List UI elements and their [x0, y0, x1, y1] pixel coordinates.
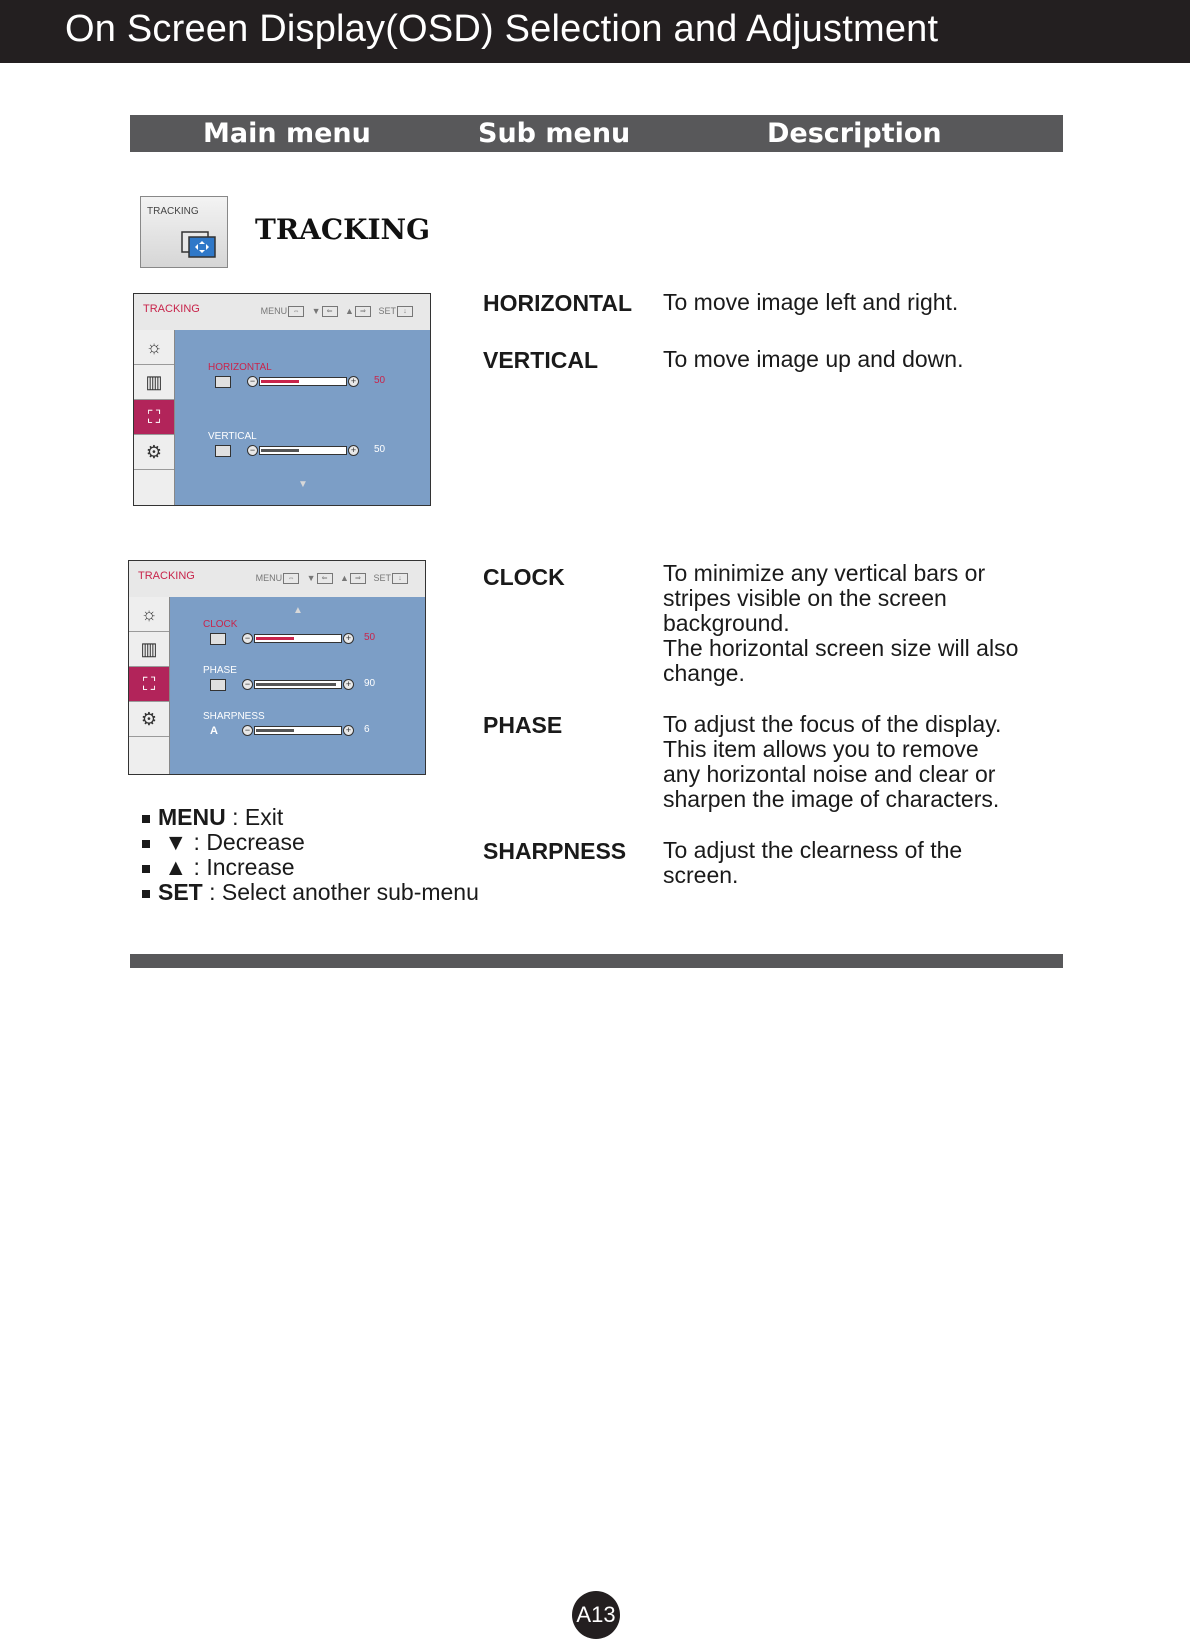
osd-sidebar [134, 330, 175, 505]
osd-item-label: PHASE [203, 665, 237, 676]
osd-menu-key: MENU [255, 573, 283, 583]
setup-gear-icon: ⚙ [129, 702, 169, 737]
osd-topbar [134, 294, 430, 331]
page-number: A13 [572, 1591, 620, 1639]
slider-fill [256, 683, 336, 686]
column-description: Description [767, 118, 942, 149]
legend-set: SET : Select another sub-menu [142, 879, 479, 906]
page-title: On Screen Display(OSD) Selection and Adjustment [65, 8, 939, 50]
slider-value: 50 [374, 375, 386, 386]
bullet-icon [142, 815, 150, 823]
osd-set-key: SET [378, 306, 396, 316]
footer-bar [130, 954, 1063, 968]
osd-main: ▲ CLOCK − + 50 PHASE − + 90 SHARPNESS A − + 6 [170, 597, 425, 774]
tracking-icon: ⛶ [134, 400, 174, 435]
legend-decrease: ▼ : Decrease [142, 829, 305, 856]
tracking-icon: ⛶ [129, 667, 169, 702]
bullet-icon [142, 865, 150, 873]
phase-icon [210, 679, 226, 691]
desc-clock: To minimize any vertical bars or stripes visible on the screen background. The horizontal screen size will also change. [663, 560, 1019, 686]
desc-vertical: To move image up and down. [663, 346, 964, 372]
osd-item-label: HORIZONTAL [208, 362, 272, 373]
down-arrow-icon: ▼ [164, 829, 188, 855]
tile-label: TRACKING [147, 206, 199, 217]
brightness-icon: ☼ [134, 330, 174, 365]
osd-panel-tracking-1 [133, 293, 431, 506]
column-main-menu: Main menu [203, 118, 371, 149]
tracking-heading: TRACKING [255, 213, 431, 246]
column-header [130, 115, 1063, 152]
osd-sidebar [129, 597, 170, 774]
legend-menu: MENU : Exit [142, 804, 283, 831]
desc-phase: To adjust the focus of the display. This item allows you to remove any horizontal noise and clear or sharpen the image of characters. [663, 711, 1002, 812]
tracking-menu-tile [140, 196, 228, 268]
osd-menu-key: MENU [260, 306, 288, 316]
submenu-vertical: VERTICAL [483, 347, 598, 373]
submenu-horizontal: HORIZONTAL [483, 290, 633, 316]
up-arrow-icon: ▲ [164, 854, 188, 880]
slider-fill [256, 729, 294, 732]
osd-down-key: ▼ [306, 573, 316, 583]
vertical-icon [215, 445, 231, 457]
osd-item-label: CLOCK [203, 619, 238, 630]
slider-fill [256, 637, 294, 640]
osd-set-key: SET [373, 573, 391, 583]
column-sub-menu: Sub menu [478, 118, 631, 149]
osd-item-label: SHARPNESS [203, 711, 265, 722]
slider-value: 6 [364, 724, 370, 735]
desc-horizontal: To move image left and right. [663, 289, 959, 315]
color-icon: ▥ [134, 365, 174, 400]
bullet-icon [142, 840, 150, 848]
desc-sharpness: To adjust the clearness of the screen. [663, 837, 963, 888]
legend-increase: ▲ : Increase [142, 854, 295, 881]
submenu-clock: CLOCK [483, 564, 565, 590]
scroll-up-arrow-icon: ▲ [293, 605, 303, 616]
sharpness-icon: A [210, 725, 218, 737]
slider-value: 50 [374, 444, 386, 455]
osd-title: TRACKING [138, 570, 195, 582]
slider-value: 50 [364, 632, 376, 643]
color-icon: ▥ [129, 632, 169, 667]
slider-fill [261, 380, 299, 383]
tracking-icon [181, 229, 217, 259]
horizontal-icon [215, 376, 231, 388]
osd-panel-tracking-2 [128, 560, 426, 775]
osd-up-key: ▲ [340, 573, 349, 583]
bullet-icon [142, 890, 150, 898]
submenu-phase: PHASE [483, 712, 563, 738]
clock-icon [210, 633, 226, 645]
osd-key-hints: MENU ⇔ ▼ ⇐ ▲ ⇒ SET ↓ [256, 573, 413, 584]
setup-gear-icon: ⚙ [134, 435, 174, 470]
osd-key-hints: MENU ⇔ ▼ ⇐ ▲ ⇒ SET ↓ [261, 306, 418, 317]
brightness-icon: ☼ [129, 597, 169, 632]
slider-fill [261, 449, 299, 452]
osd-down-key: ▼ [311, 306, 321, 316]
osd-title: TRACKING [143, 303, 200, 315]
osd-item-label: VERTICAL [208, 431, 257, 442]
slider-value: 90 [364, 678, 376, 689]
submenu-sharpness: SHARPNESS [483, 838, 627, 864]
osd-main: HORIZONTAL − + 50 VERTICAL − + 50 ▼ [175, 330, 430, 505]
osd-up-key: ▲ [345, 306, 354, 316]
scroll-down-arrow-icon: ▼ [298, 479, 308, 490]
osd-topbar [129, 561, 425, 598]
